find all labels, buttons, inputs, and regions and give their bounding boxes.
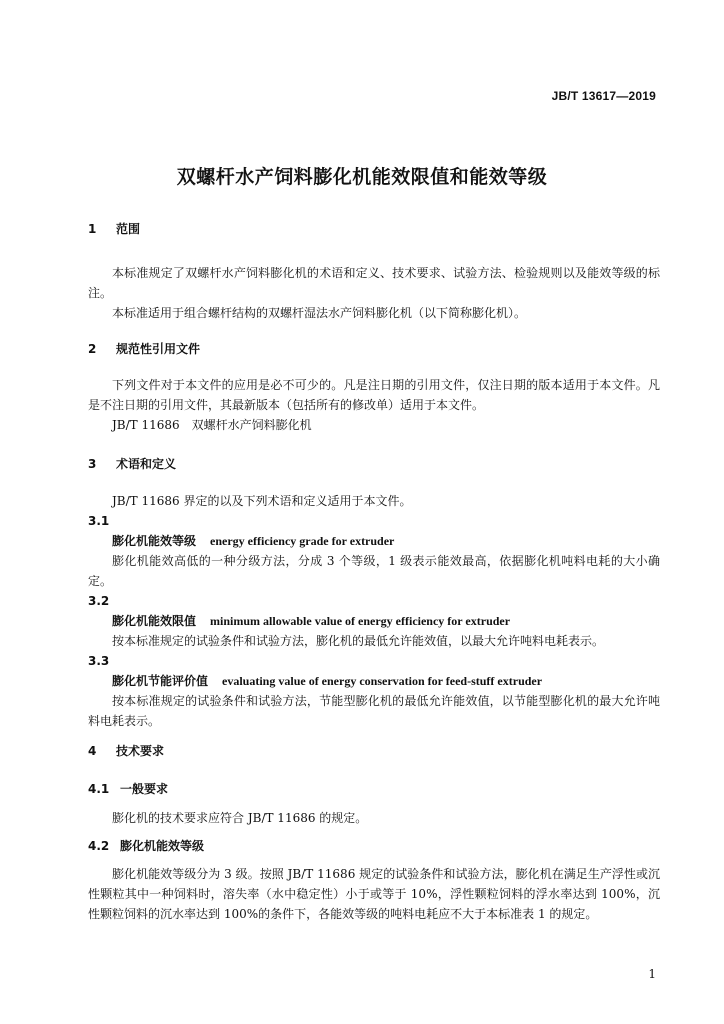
section-1 — [88, 219, 660, 239]
paragraph: 下列文件对于本文件的应用是必不可少的。凡是注日期的引用文件，仅注日期的版本适用于本文件。凡是不注日期的引用文件，其最新版本（包括所有的修改单）适用于本文件。 — [88, 378, 660, 412]
term-zh: 膨化机能效限值 — [112, 614, 197, 628]
paragraph: 膨化机的技术要求应符合 JB/T 11686 的规定。 — [112, 811, 368, 825]
section-2-heading — [88, 339, 660, 359]
section-3-body — [88, 491, 660, 731]
term-zh: 膨化机能效等级 — [112, 534, 197, 548]
reference-title: 双螺杆水产饲料膨化机 — [191, 418, 312, 432]
section-number: 3 — [88, 457, 97, 471]
term-heading — [88, 671, 660, 691]
term-number: 3.1 — [88, 514, 110, 528]
page-number: 1 — [648, 967, 656, 981]
paragraph: 本标准规定了双螺杆水产饲料膨化机的术语和定义、技术要求、试验方法、检验规则以及能效等级的标注。 — [88, 266, 660, 300]
paragraph: 本标准适用于组合螺杆结构的双螺杆湿法水产饲料膨化机（以下简称膨化机）。 — [112, 306, 527, 320]
section-2 — [88, 339, 660, 359]
section-1-body — [88, 263, 660, 323]
section-2-body — [88, 375, 660, 435]
subsection-4-1-body — [88, 808, 660, 828]
section-3-heading — [88, 454, 660, 474]
standard-code: JB/T 13617—2019 — [551, 89, 656, 103]
term-en: energy efficiency grade for extruder — [210, 534, 395, 548]
section-title: 范围 — [116, 222, 141, 236]
reference-code: JB/T 11686 — [112, 418, 180, 432]
subsection-4-2-body — [88, 864, 660, 924]
paragraph: 膨化机能效等级分为 3 级。按照 JB/T 11686 规定的试验条件和试验方法，膨化机在满足生产浮性或沉性颗粒其中一种饲料时，溶失率（水中稳定性）小于或等于 10%，浮性颗粒饲料的浮水率达到 100%，沉性颗粒饲料的沉水率达到 100%的条件下，各能效等级的吨料电耗应不大于本标准表 1 的规定。 — [88, 867, 660, 921]
term-definition: 按本标准规定的试验条件和试验方法，节能型膨化机的最低允许能效值，以节能型膨化机的最大允许吨料电耗表示。 — [88, 694, 660, 728]
subsection-number: 4.1 — [88, 782, 110, 796]
term-heading — [88, 531, 660, 551]
section-title: 技术要求 — [116, 744, 165, 758]
term-en: evaluating value of energy conservation for feed-stuff extruder — [222, 674, 543, 688]
paragraph: JB/T 11686 界定的以及下列术语和定义适用于本文件。 — [112, 494, 412, 508]
subsection-4-2-heading — [88, 836, 660, 856]
term-definition: 膨化机能效高低的一种分级方法，分成 3 个等级，1 级表示能效最高，依据膨化机吨料电耗的大小确定。 — [88, 554, 660, 588]
term-heading — [88, 611, 660, 631]
subsection-4-1-heading — [88, 779, 660, 799]
subsection-number: 4.2 — [88, 839, 110, 853]
subsection-title: 一般要求 — [120, 782, 169, 796]
section-4-heading — [88, 741, 660, 761]
section-number: 4 — [88, 744, 97, 758]
section-title: 规范性引用文件 — [116, 342, 201, 356]
section-4 — [88, 741, 660, 761]
term-number: 3.3 — [88, 654, 110, 668]
section-number: 2 — [88, 342, 97, 356]
term-zh: 膨化机节能评价值 — [112, 674, 209, 688]
section-number: 1 — [88, 222, 97, 236]
document-title: 双螺杆水产饲料膨化机能效限值和能效等级 — [176, 166, 548, 188]
section-1-heading — [88, 219, 660, 239]
term-en: minimum allowable value of energy efficiency for extruder — [210, 614, 511, 628]
subsection-title: 膨化机能效等级 — [120, 839, 205, 853]
section-3 — [88, 454, 660, 474]
term-number: 3.2 — [88, 594, 110, 608]
section-title: 术语和定义 — [116, 457, 177, 471]
normative-reference — [88, 415, 660, 435]
term-definition: 按本标准规定的试验条件和试验方法，膨化机的最低允许能效值，以最大允许吨料电耗表示。 — [112, 634, 605, 648]
